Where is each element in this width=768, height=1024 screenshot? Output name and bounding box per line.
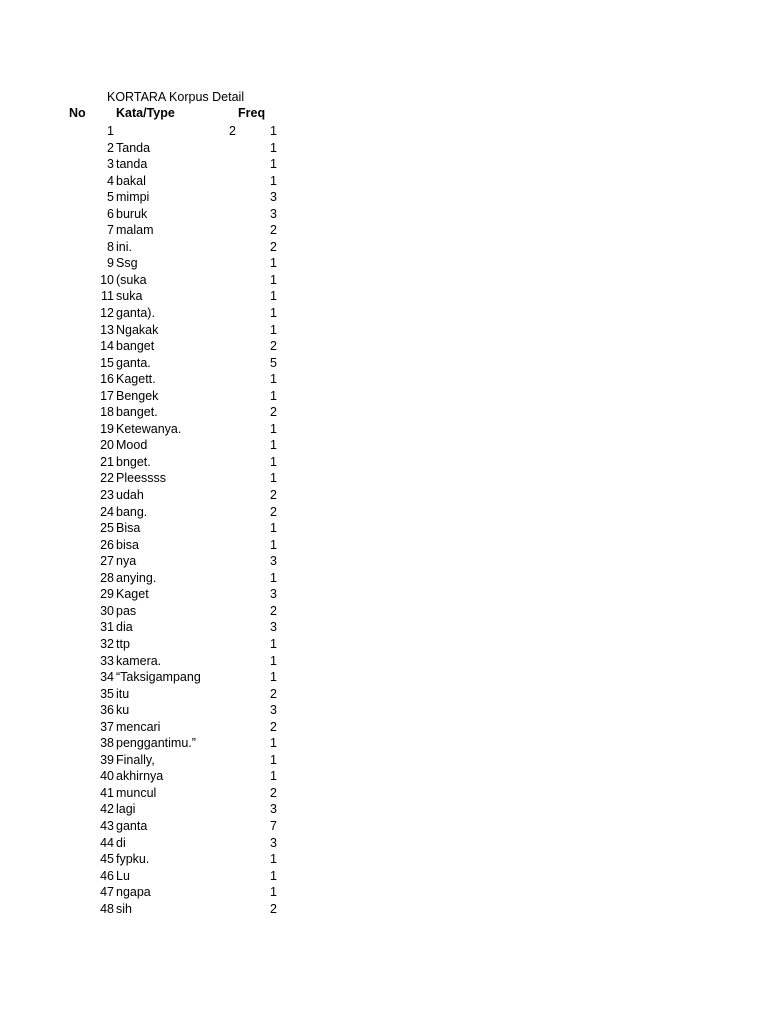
row-frequency: 1 [270,885,277,900]
row-word: bnget. [116,454,151,469]
table-row [0,305,320,322]
row-number: 6 [107,206,114,221]
row-word: bisa [116,537,139,552]
row-number: 23 [100,488,114,503]
row-word: ganta. [116,355,151,370]
row-word: Pleessss [116,471,167,486]
row-number: 40 [100,769,114,784]
table-row [0,272,320,289]
row-frequency: 3 [270,206,277,221]
document-title: KORTARA Korpus Detail [107,90,245,104]
row-number: 46 [100,868,114,883]
row-word: bang. [116,504,148,519]
row-number: 9 [107,256,114,271]
row-number: 10 [100,272,114,287]
row-word: Finally, [116,752,155,767]
row-frequency: 1 [270,670,277,685]
row-word: itu [116,686,130,701]
row-frequency: 2 [270,504,277,519]
row-frequency: 2 [270,488,277,503]
row-number: 27 [100,554,114,569]
row-frequency: 1 [270,537,277,552]
row-frequency: 1 [270,140,277,155]
row-frequency: 3 [270,587,277,602]
row-number: 17 [100,388,114,403]
row-number: 48 [100,901,114,916]
row-word: suka [116,289,143,304]
row-number: 18 [100,405,114,420]
row-word: ini. [116,239,132,254]
row-word: ku [116,703,130,718]
row-number: 30 [100,603,114,618]
table-row [0,454,320,471]
row-frequency: 1 [270,454,277,469]
row-number: 35 [100,686,114,701]
row-word: mencari [116,719,161,734]
row-frequency: 2 [270,239,277,254]
row-word: Kagett. [116,372,156,387]
word-frequency-table [0,123,320,917]
row-word: “Taksigampang [116,670,201,685]
table-row [0,437,320,454]
table-row [0,619,320,636]
table-row [0,537,320,554]
row-number: 33 [100,653,114,668]
table-row [0,586,320,603]
table-row [0,404,320,421]
row-number: 13 [100,322,114,337]
row-number: 21 [100,454,114,469]
row-frequency: 1 [270,388,277,403]
table-row [0,388,320,405]
row-number: 38 [100,736,114,751]
table-row [0,686,320,703]
table-row [0,470,320,487]
row-number: 19 [100,421,114,436]
row-number: 14 [100,339,114,354]
table-row [0,355,320,372]
row-number: 28 [100,570,114,585]
row-word: anying. [116,570,157,585]
table-row [0,338,320,355]
row-number: 1 [107,124,114,138]
table-row [0,868,320,885]
row-number: 43 [100,818,114,833]
row-word: tanda [116,157,148,172]
row-frequency: 1 [270,852,277,867]
row-word: banget. [116,405,158,420]
row-frequency: 1 [270,289,277,304]
row-frequency: 5 [270,355,277,370]
row-frequency: 1 [270,736,277,751]
row-word: Mood [116,438,148,453]
row-frequency: 1 [270,636,277,651]
row-number: 39 [100,752,114,767]
table-row [0,851,320,868]
table-row [0,901,320,918]
row-number: 26 [100,537,114,552]
table-row [0,487,320,504]
table-row [0,669,320,686]
row-number: 45 [100,852,114,867]
row-frequency: 2 [270,405,277,420]
row-frequency: 1 [270,769,277,784]
row-frequency: 3 [270,620,277,635]
row-word: Bengek [116,388,159,403]
table-row [0,735,320,752]
row-extra-value: 2 [229,124,236,138]
row-frequency: 2 [270,719,277,734]
row-word: sih [116,901,132,916]
table-row [0,421,320,438]
row-number: 20 [100,438,114,453]
row-word: akhirnya [116,769,164,784]
row-frequency: 2 [270,339,277,354]
row-number: 25 [100,521,114,536]
row-word: Tanda [116,140,151,155]
row-frequency: 2 [270,223,277,238]
table-row [0,801,320,818]
row-word: di [116,835,126,850]
row-frequency: 1 [270,438,277,453]
row-word: Bisa [116,521,141,536]
row-number: 37 [100,719,114,734]
table-row [0,239,320,256]
row-number: 44 [100,835,114,850]
row-number: 32 [100,636,114,651]
row-frequency: 1 [270,653,277,668]
table-row [0,553,320,570]
table-row [0,222,320,239]
table-row [0,884,320,901]
row-number: 12 [100,306,114,321]
table-row [0,702,320,719]
row-frequency: 1 [270,124,277,138]
row-frequency: 3 [270,802,277,817]
row-frequency: 2 [270,785,277,800]
table-row [0,818,320,835]
row-word: ngapa [116,885,151,900]
row-number: 36 [100,703,114,718]
table-row [0,785,320,802]
row-number: 29 [100,587,114,602]
row-frequency: 2 [270,686,277,701]
row-number: 22 [100,471,114,486]
row-word: lagi [116,802,136,817]
row-frequency: 3 [270,703,277,718]
row-frequency: 2 [270,901,277,916]
row-word: ttp [116,636,130,651]
row-word: nya [116,554,137,569]
row-number: 4 [107,173,114,188]
row-word: (suka [116,272,147,287]
row-frequency: 1 [270,272,277,287]
row-word: banget [116,339,155,354]
row-word: buruk [116,206,148,221]
table-row [0,653,320,670]
table-row [0,255,320,272]
table-row [0,520,320,537]
row-word: Ketewanya. [116,421,182,436]
table-row [0,206,320,223]
row-number: 31 [100,620,114,635]
table-row [0,719,320,736]
row-frequency: 1 [270,157,277,172]
row-frequency: 3 [270,190,277,205]
row-word: kamera. [116,653,162,668]
row-word: penggantimu.” [116,736,196,751]
table-row [0,504,320,521]
row-word: malam [116,223,154,238]
row-frequency: 1 [270,752,277,767]
row-word: mimpi [116,190,150,205]
row-number: 8 [107,239,114,254]
row-word: dia [116,620,133,635]
table-row [0,140,320,157]
row-word: fypku. [116,852,150,867]
row-frequency: 1 [270,421,277,436]
row-frequency: 1 [270,173,277,188]
row-frequency: 3 [270,835,277,850]
table-row [0,123,320,140]
row-number: 7 [107,223,114,238]
column-header-no: No [69,106,86,120]
table-row [0,189,320,206]
row-word: muncul [116,785,157,800]
row-word: ganta [116,818,148,833]
row-frequency: 1 [270,256,277,271]
row-number: 42 [100,802,114,817]
row-frequency: 7 [270,818,277,833]
column-header-kata-type: Kata/Type [116,106,175,120]
row-number: 34 [100,670,114,685]
table-row [0,570,320,587]
row-word: udah [116,488,144,503]
row-frequency: 1 [270,322,277,337]
row-frequency: 1 [270,306,277,321]
row-frequency: 1 [270,372,277,387]
table-row [0,835,320,852]
table-row [0,322,320,339]
row-word: Ssg [116,256,138,271]
row-frequency: 1 [270,868,277,883]
column-header-freq: Freq [238,106,266,120]
table-row [0,636,320,653]
table-row [0,371,320,388]
row-frequency: 3 [270,554,277,569]
row-number: 47 [100,885,114,900]
row-number: 24 [100,504,114,519]
row-frequency: 1 [270,521,277,536]
row-word: Kaget [116,587,149,602]
row-number: 11 [101,289,114,304]
row-number: 2 [107,140,114,155]
row-word: Ngakak [116,322,159,337]
row-frequency: 1 [270,570,277,585]
row-frequency: 1 [270,471,277,486]
table-row [0,156,320,173]
table-row [0,288,320,305]
row-number: 5 [107,190,114,205]
row-number: 41 [100,785,114,800]
row-frequency: 2 [270,603,277,618]
table-row [0,768,320,785]
row-number: 3 [107,157,114,172]
row-number: 15 [100,355,114,370]
table-row [0,603,320,620]
table-row [0,173,320,190]
row-word: ganta). [116,306,155,321]
row-word: Lu [116,868,130,883]
row-number: 16 [100,372,114,387]
row-word: bakal [116,173,146,188]
table-row [0,752,320,769]
row-word: pas [116,603,137,618]
